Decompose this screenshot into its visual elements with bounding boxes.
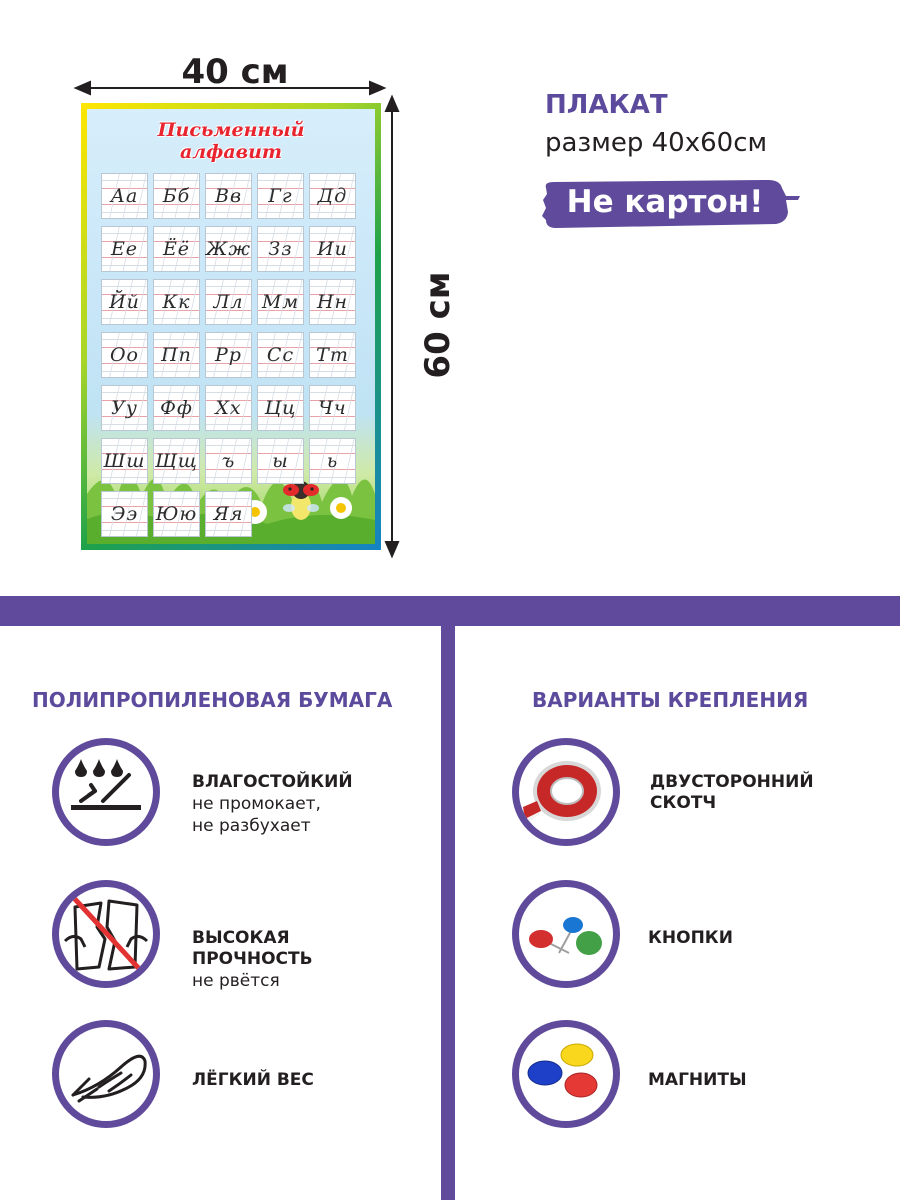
letter-card	[205, 332, 252, 378]
letter-glyph: Жж	[206, 238, 251, 260]
letter-glyph: Уу	[111, 397, 138, 419]
letter-glyph: ы	[272, 450, 289, 472]
section-divider	[441, 626, 455, 1200]
letter-glyph: Рр	[215, 344, 242, 366]
letter-card	[257, 226, 304, 272]
letter-glyph: Йй	[109, 291, 140, 313]
product-title: ПЛАКАТ	[545, 90, 668, 120]
letter-glyph: Пп	[161, 344, 192, 366]
left-section-title: ПОЛИПРОПИЛЕНОВАЯ БУМАГА	[32, 688, 393, 712]
letter-glyph: Лл	[213, 291, 244, 313]
letter-card	[101, 491, 148, 537]
push-pins-icon	[512, 880, 620, 988]
letter-glyph: Сс	[266, 344, 295, 366]
letter-card	[309, 226, 356, 272]
letter-card	[101, 385, 148, 431]
poster-title	[87, 119, 375, 163]
letter-card	[205, 279, 252, 325]
letter-glyph: Щщ	[155, 450, 198, 472]
letter-glyph: Ии	[317, 238, 348, 260]
letter-card	[309, 385, 356, 431]
letter-card	[205, 385, 252, 431]
letter-card	[309, 279, 356, 325]
lightweight-feature	[192, 1070, 314, 1091]
letter-card	[101, 438, 148, 484]
letter-glyph: Бб	[162, 185, 191, 207]
letter-card	[205, 438, 252, 484]
letter-glyph: Фф	[160, 397, 193, 419]
waterproof-title: ВЛАГОСТОЙКИЙ	[192, 772, 353, 792]
letter-glyph: ъ	[221, 450, 236, 472]
magnets-title: МАГНИТЫ	[648, 1070, 747, 1090]
letter-glyph: Чч	[318, 397, 347, 419]
letter-glyph: Зз	[268, 238, 293, 260]
letter-card	[153, 173, 200, 219]
letter-card	[153, 385, 200, 431]
letter-card	[101, 226, 148, 272]
letters-grid	[101, 173, 365, 537]
poster-title-line2: алфавит	[179, 141, 283, 163]
letter-glyph: Аа	[110, 185, 139, 207]
letter-glyph: Дд	[317, 185, 348, 207]
right-section-title: ВАРИАНТЫ КРЕПЛЕНИЯ	[532, 688, 809, 712]
not-cardboard-text: Не картон!	[566, 184, 764, 220]
magnets-icon	[512, 1020, 620, 1128]
letter-glyph: Кк	[162, 291, 191, 313]
letter-card	[153, 332, 200, 378]
pins-title: КНОПКИ	[648, 928, 733, 948]
letter-card	[257, 173, 304, 219]
strength-title-line2: ПРОЧНОСТЬ	[192, 949, 313, 969]
letter-glyph: Гг	[268, 185, 293, 207]
tape-title-line1: ДВУСТОРОННИЙ	[650, 772, 814, 792]
tape-title-line2: СКОТЧ	[650, 793, 717, 813]
alphabet-poster	[81, 103, 381, 550]
letter-card	[309, 332, 356, 378]
letter-glyph: Ёё	[162, 238, 191, 260]
letter-glyph: Мм	[261, 291, 300, 313]
letter-glyph: Яя	[213, 503, 244, 525]
product-size: размер 40х60см	[545, 128, 768, 158]
section-band	[0, 596, 900, 626]
letter-card	[257, 438, 304, 484]
height-dimension-label: 60 см	[418, 271, 458, 379]
waterproof-line1: не промокает,	[192, 794, 321, 814]
letter-card	[101, 279, 148, 325]
letter-card	[257, 385, 304, 431]
water-drops-icon	[52, 738, 160, 846]
waterproof-line2: не разбухает	[192, 816, 311, 836]
lightweight-title: ЛЁГКИЙ ВЕС	[192, 1070, 314, 1090]
feather-icon	[52, 1020, 160, 1128]
poster-title-line1: Письменный	[157, 119, 305, 141]
letter-card	[153, 438, 200, 484]
letter-glyph: Хх	[215, 397, 242, 419]
waterproof-feature	[192, 772, 353, 837]
magnets-feature	[648, 1070, 747, 1091]
letter-glyph: Тт	[316, 344, 349, 366]
letter-card	[205, 491, 252, 537]
strength-line1: не рвётся	[192, 971, 280, 991]
letter-glyph: Шш	[103, 450, 146, 472]
letter-glyph: ь	[326, 450, 339, 472]
width-dimension-label: 40 см	[181, 52, 289, 92]
strength-feature	[192, 928, 313, 992]
letter-glyph: Нн	[316, 291, 349, 313]
letter-card	[205, 173, 252, 219]
torn-paper-crossed-icon	[52, 880, 160, 988]
letter-glyph: Ээ	[110, 503, 139, 525]
letter-card	[153, 279, 200, 325]
double-sided-tape-icon	[512, 738, 620, 846]
letter-glyph: Цц	[264, 397, 297, 419]
not-cardboard-badge	[540, 178, 800, 230]
pins-feature	[648, 928, 733, 949]
strength-title-line1: ВЫСОКАЯ	[192, 928, 290, 948]
letter-glyph: Вв	[214, 185, 243, 207]
letter-card	[257, 279, 304, 325]
letter-card	[153, 491, 200, 537]
letter-card	[309, 438, 356, 484]
letter-card	[257, 332, 304, 378]
letter-glyph: Юю	[155, 503, 198, 525]
letter-card	[101, 173, 148, 219]
letter-card	[309, 173, 356, 219]
letter-glyph: Ее	[110, 238, 139, 260]
letter-card	[101, 332, 148, 378]
letter-card	[153, 226, 200, 272]
tape-feature	[650, 772, 814, 814]
letter-glyph: Оо	[109, 344, 139, 366]
letter-card	[205, 226, 252, 272]
poster-canvas	[87, 109, 375, 544]
